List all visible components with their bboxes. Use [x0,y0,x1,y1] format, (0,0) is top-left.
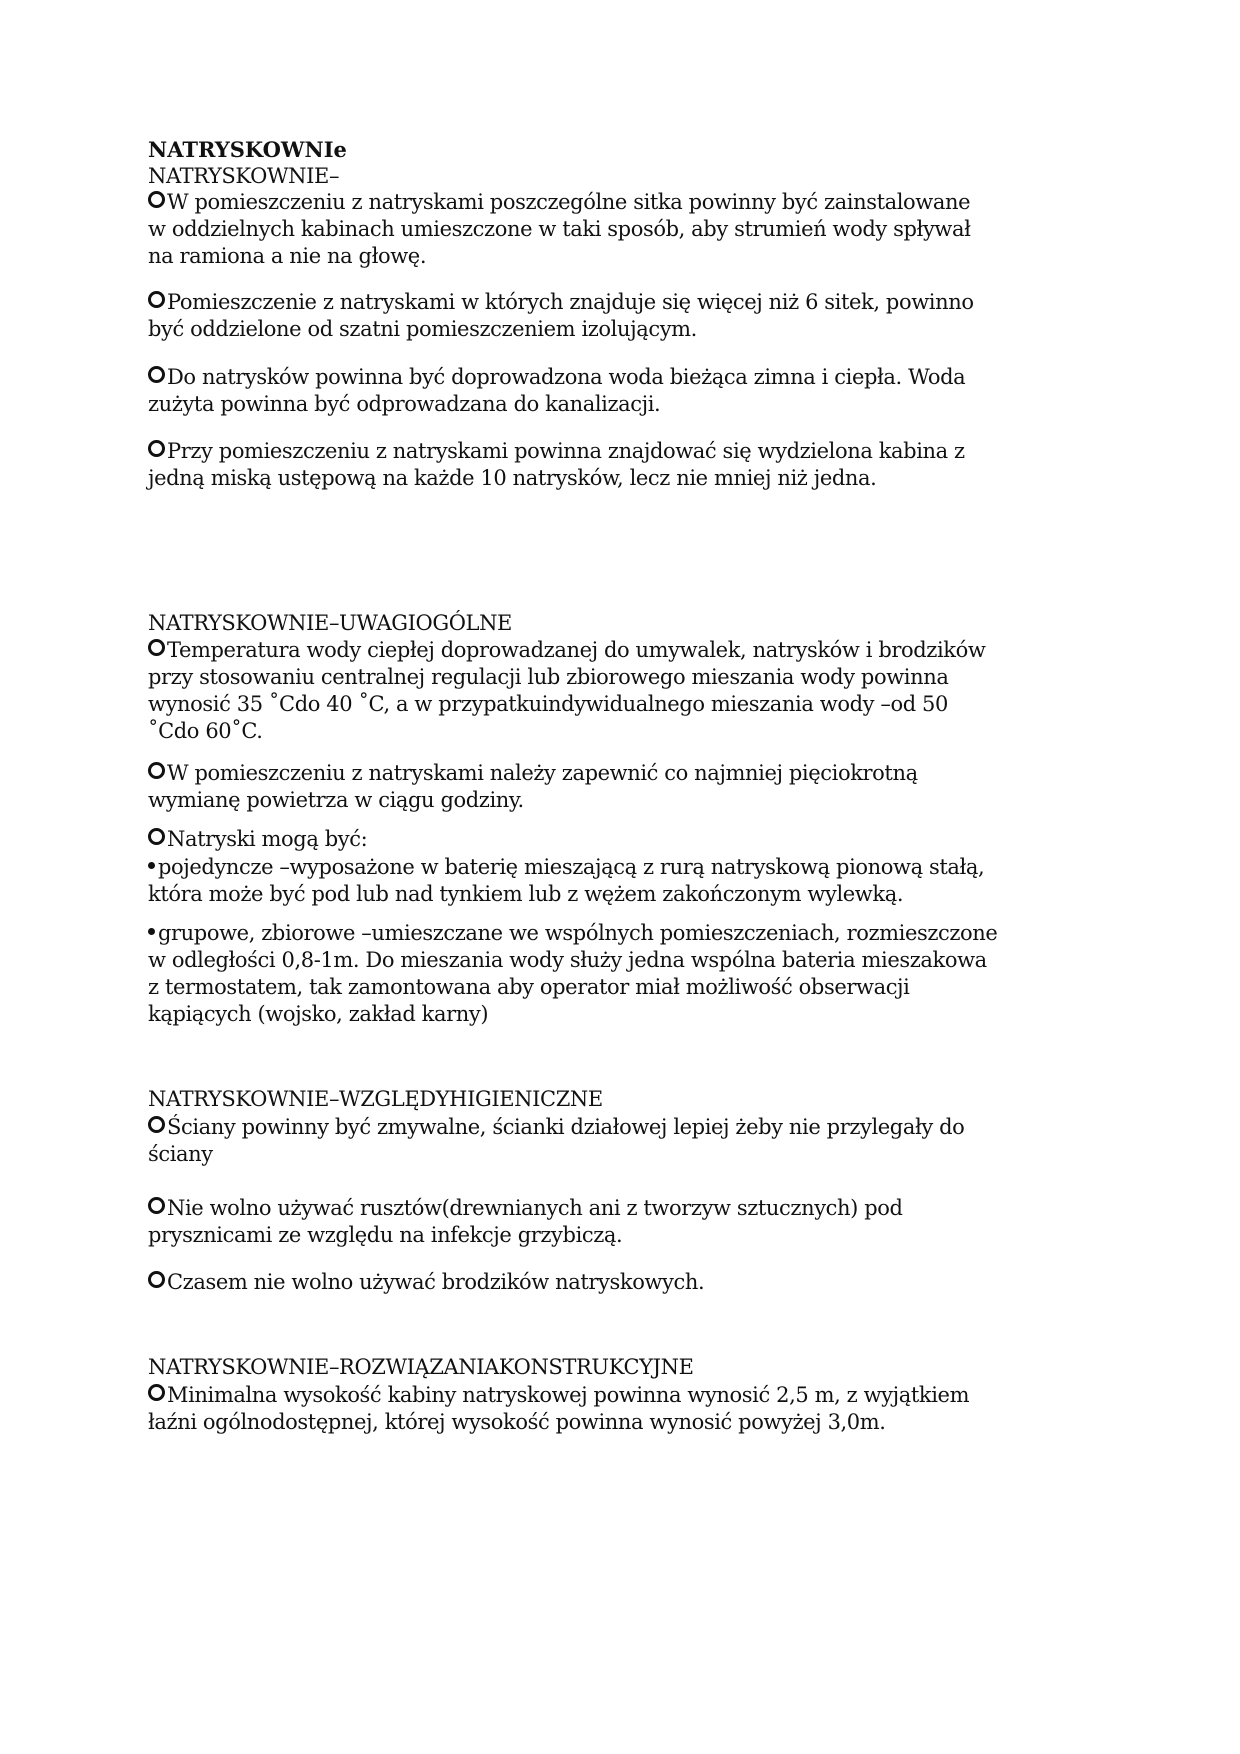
ring-bullet-icon [148,762,165,779]
paragraph-line: ˚Cdo 60˚C. [148,719,263,743]
paragraph-line: jedną miską ustępową na każde 10 natrysków, lecz nie mniej niż jedna. [148,466,877,490]
ring-bullet-icon [148,1197,165,1214]
paragraph-line [148,364,965,391]
paragraph-line: zużyta powinna być odprowadzana do kanalizacji. [148,392,661,416]
line-text: Ściany powinny być zmywalne, ścianki działowej lepiej żeby nie przylegały do [167,1115,965,1139]
document-title: NATRYSKOWNIe [148,137,347,162]
line-text: W pomieszczeniu z natryskami należy zapewnić co najmniej pięciokrotną [167,761,918,785]
ring-bullet-icon [148,291,165,308]
line-text: W pomieszczeniu z natryskami poszczególne sitka powinny być zainstalowane [167,190,971,214]
line-text: Pomieszczenie z natryskami w których znajduje się więcej niż 6 sitek, powinno [167,290,974,314]
paragraph-line [148,854,984,881]
line-text: grupowe, zbiorowe –umieszczane we wspólnych pomieszczeniach, rozmieszczone [158,921,998,945]
paragraph-line: z termostatem, tak zamontowana aby operator miał możliwość obserwacji [148,975,910,999]
ring-bullet-icon [148,191,165,208]
paragraph-line [148,637,985,664]
paragraph-line: w oddzielnych kabinach umieszczone w taki sposób, aby strumień wody spływał [148,217,971,241]
paragraph-line: przy stosowaniu centralnej regulacji lub zbiorowego mieszania wody powinna [148,665,949,689]
dot-bullet-icon [148,862,155,869]
section-heading: NATRYSKOWNIE–WZGLĘDYHIGIENICZNE [148,1087,603,1111]
paragraph-line: na ramiona a nie na głowę. [148,244,427,268]
paragraph-line: w odległości 0,8-1m. Do mieszania wody służy jedna wspólna bateria mieszakowa [148,948,987,972]
paragraph-line: która może być pod lub nad tynkiem lub z wężem zakończonym wylewką. [148,882,904,906]
ring-bullet-icon [148,1271,165,1288]
paragraph-line [148,289,974,316]
ring-bullet-icon [148,366,165,383]
ring-bullet-icon [148,1116,165,1133]
line-text: Temperatura wody ciepłej doprowadzanej do umywalek, natrysków i brodzików [167,638,986,662]
paragraph-line: łaźni ogólnodostępnej, której wysokość powinna wynosić powyżej 3,0m. [148,1410,886,1434]
line-text: Czasem nie wolno używać brodzików natryskowych. [167,1270,705,1294]
paragraph-line [148,1269,704,1296]
dot-bullet-icon [148,928,155,935]
paragraph-line: kąpiących (wojsko, zakład karny) [148,1002,489,1026]
paragraph-line [148,189,970,216]
ring-bullet-icon [148,639,165,656]
paragraph-line [148,760,918,787]
ring-bullet-icon [148,1384,165,1401]
paragraph-line: prysznicami ze względu na infekcje grzybiczą. [148,1223,623,1247]
section-heading: NATRYSKOWNIE–ROZWIĄZANIAKONSTRUKCYJNE [148,1355,694,1379]
paragraph-line [148,826,367,853]
ring-bullet-icon [148,440,165,457]
paragraph-line: wynosić 35 ˚Cdo 40 ˚C, a w przypatkuindywidualnego mieszania wody –od 50 [148,692,948,716]
line-text: Nie wolno używać rusztów(drewnianych ani z tworzyw sztucznych) pod [167,1196,903,1220]
paragraph-line: wymianę powietrza w ciągu godziny. [148,788,524,812]
line-text: Do natrysków powinna być doprowadzona woda bieżąca zimna i ciepła. Woda [167,365,966,389]
line-text: pojedyncze –wyposażone w baterię mieszającą z rurą natryskową pionową stałą, [158,855,985,879]
section-heading: NATRYSKOWNIE–UWAGIOGÓLNE [148,611,512,635]
section-heading: NATRYSKOWNIE– [148,164,340,188]
paragraph-line [148,438,965,465]
paragraph-line [148,920,997,947]
paragraph-line [148,1195,903,1222]
paragraph-line [148,1114,964,1141]
line-text: Natryski mogą być: [167,827,368,851]
line-text: Minimalna wysokość kabiny natryskowej powinna wynosić 2,5 m, z wyjątkiem [167,1383,970,1407]
paragraph-line: być oddzielone od szatni pomieszczeniem izolującym. [148,317,697,341]
line-text: Przy pomieszczeniu z natryskami powinna znajdować się wydzielona kabina z [167,439,965,463]
ring-bullet-icon [148,828,165,845]
paragraph-line: ściany [148,1142,213,1166]
paragraph-line [148,1382,969,1409]
